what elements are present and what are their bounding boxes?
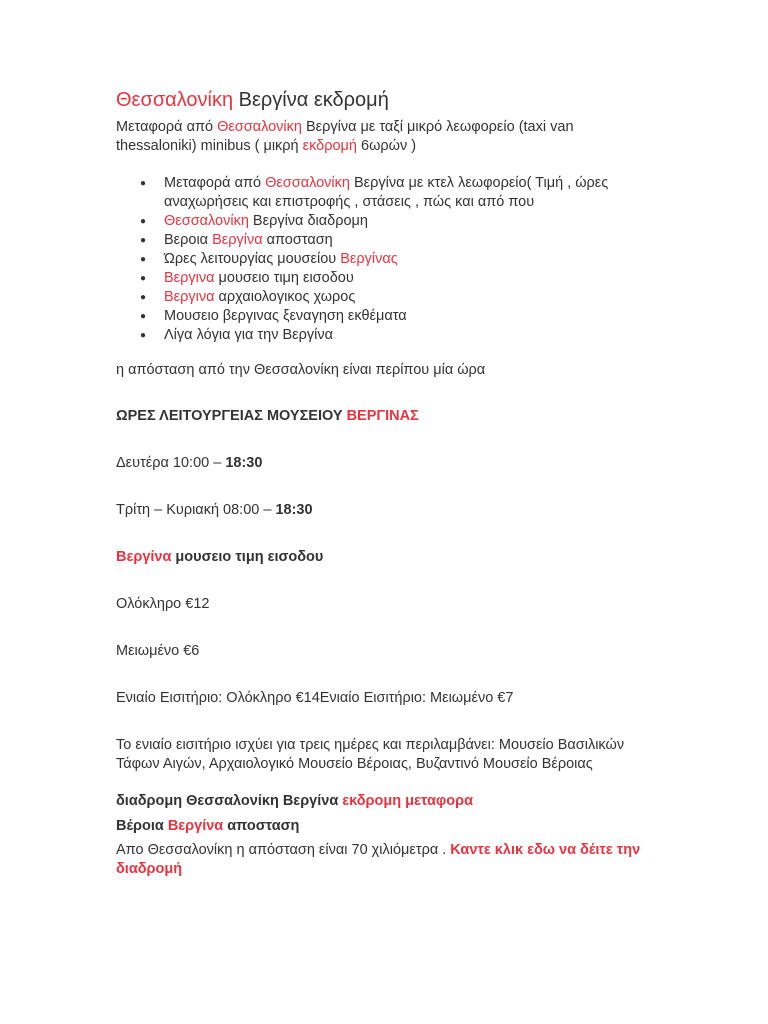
distance-heading-highlight: Βεργίνα — [167, 818, 224, 834]
list-item[interactable] — [140, 269, 656, 288]
list-item-highlight: Βεργίνας — [340, 251, 398, 267]
list-item-text: αποσταση — [262, 232, 333, 248]
tickets-heading — [116, 548, 656, 567]
intro-highlight-1: Θεσσαλονίκη — [217, 119, 302, 135]
tickets-heading-highlight: Βεργίνα — [116, 549, 172, 565]
hours-heading — [116, 407, 656, 426]
hours-monday — [116, 454, 656, 473]
ticket-combined: Ενιαίο Εισιτήριο: Ολόκληρο €14Ενιαίο Εισιτήριο: Μειωμένο €7 — [116, 690, 514, 706]
distance-text: Απο Θεσσαλονίκη η απόσταση είναι 70 χιλιόμετρα . — [116, 842, 451, 858]
list-item-text: μουσειο τιμη εισοδου — [214, 270, 354, 286]
tickets-heading-text: μουσειο τιμη εισοδου — [171, 549, 324, 565]
list-item[interactable] — [140, 231, 656, 250]
bullet-icon: ● — [140, 292, 147, 303]
intro-text-1: Μεταφορά από — [116, 119, 218, 135]
distance-paragraph — [116, 841, 656, 879]
list-item[interactable] — [140, 307, 656, 326]
bullet-icon: ● — [140, 178, 147, 189]
list-item-highlight: Βεργινα — [164, 270, 215, 286]
bullet-icon: ● — [140, 311, 147, 322]
hours-rest-close: 18:30 — [275, 502, 313, 518]
hours-tuesday-sunday — [116, 501, 656, 520]
list-item-text: Λίγα λόγια για την Βεργίνα — [164, 327, 333, 343]
title-rest: Βεργίνα εκδρομή — [233, 89, 389, 111]
list-item-highlight: Θεσσαλονίκη — [164, 213, 249, 229]
route-heading — [116, 792, 656, 811]
bullet-icon: ● — [140, 330, 147, 341]
page-title — [116, 86, 656, 114]
ticket-full: Ολόκληρο €12 — [116, 596, 210, 612]
list-item-text: Μουσειο βεργινας ξεναγηση εκθέματα — [164, 308, 407, 324]
list-item-highlight: Βεργινα — [164, 289, 215, 305]
route-heading-text: διαδρομη Θεσσαλονίκη Βεργίνα — [116, 793, 343, 809]
ticket-note: Το ενιαίο εισιτήριο ισχύει για τρεις ημέρες και περιλαμβάνει: Μουσείο Βασιλικών Τάφων Αιγών, Αρχαιολογικό Μουσείο Βέροιας, Βυζαντινό Μουσείο Βέροιας — [116, 737, 625, 772]
list-item[interactable] — [140, 326, 656, 345]
distance-heading-post: αποσταση — [223, 818, 300, 834]
document-body — [116, 86, 656, 879]
topic-list — [116, 174, 656, 345]
intro-paragraph — [116, 118, 656, 156]
bullet-icon: ● — [140, 216, 147, 227]
hours-monday-label: Δευτέρα 10:00 – — [116, 455, 226, 471]
list-item[interactable] — [140, 288, 656, 307]
list-item[interactable] — [140, 174, 656, 212]
list-item[interactable] — [140, 212, 656, 231]
list-item-text: Μεταφορά από — [164, 175, 266, 191]
title-highlight: Θεσσαλονίκη — [116, 89, 234, 111]
ticket-reduced: Μειωμένο €6 — [116, 643, 200, 659]
list-item-highlight: Βεργίνα — [212, 232, 263, 248]
list-item-text: αρχαιολογικος χωρος — [214, 289, 356, 305]
hours-heading-text: ΩΡΕΣ ΛΕΙΤΟΥΡΓΕΙΑΣ ΜΟΥΣΕΙΟΥ — [116, 408, 347, 424]
intro-text-2: Βεργίνα με ταξί μικρό λεωφορείο (taxi van thessaloniki) minibus ( μικρή — [116, 119, 574, 154]
hours-monday-close: 18:30 — [225, 455, 263, 471]
bullet-icon: ● — [140, 273, 147, 284]
bullet-icon: ● — [140, 235, 147, 246]
list-item-text: Βεργίνα με κτελ λεωφορείο( Τιμή , ώρες αναχωρήσεις και επιστροφής , στάσεις , πώς και από που — [164, 175, 609, 210]
hours-rest-label: Τρίτη – Κυριακή 08:00 – — [116, 502, 276, 518]
list-item-text: Βεροια — [164, 232, 213, 248]
hours-heading-highlight: ΒΕΡΓΙΝΑΣ — [346, 408, 419, 424]
intro-text-3: 6ωρών ) — [356, 138, 417, 154]
distance-heading — [116, 817, 656, 836]
list-item-highlight: Θεσσαλονίκη — [265, 175, 350, 191]
list-item-text: Ώρες λειτουργίας μουσείου — [164, 251, 341, 267]
intro-highlight-2: εκδρομή — [302, 138, 357, 154]
bullet-icon: ● — [140, 254, 147, 265]
route-link[interactable]: Καντε κλικ εδω να δέιτε την διαδρομή — [116, 842, 641, 877]
list-item[interactable] — [140, 250, 656, 269]
distance-note: η απόσταση από την Θεσσαλονίκη είναι περίπου μία ώρα — [116, 362, 486, 378]
distance-heading-pre: Βέροια — [116, 818, 168, 834]
route-heading-highlight: εκδρομη μεταφορα — [342, 793, 473, 809]
list-item-text: Βεργίνα διαδρομη — [248, 213, 368, 229]
